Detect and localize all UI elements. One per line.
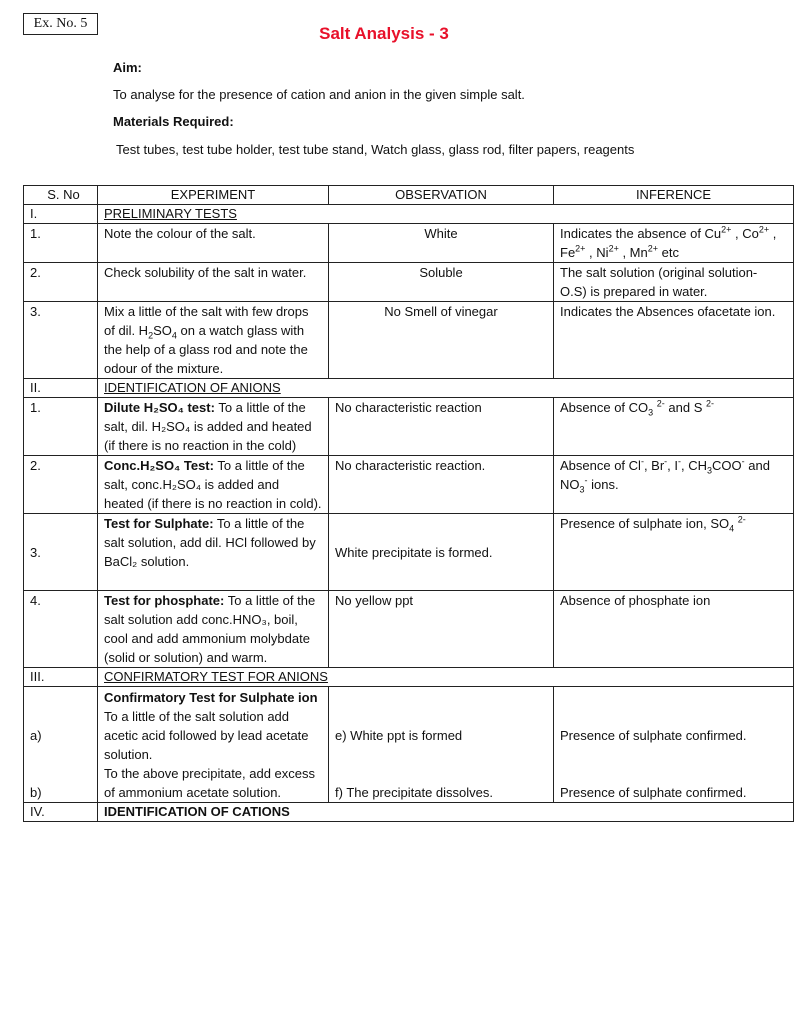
- test-procedure: To a little of the salt solution add conc.HNO₃, boil, cool and add ammonium molybdate (solid or solution) and warm.: [104, 593, 316, 665]
- inference-cell: [554, 687, 794, 803]
- table-row: [24, 302, 794, 379]
- section-number: I.: [24, 205, 98, 224]
- test-procedure: To a little of the salt, dil. H₂SO₄ is added and heated (if there is no reaction in the cold): [104, 400, 312, 453]
- section-row-cations: [24, 803, 794, 822]
- inference-cell: Indicates the Absences ofacetate ion.: [554, 302, 794, 379]
- row-number: 1.: [24, 398, 98, 456]
- inference-cell: Absence of Cl-, Br-, I-, $CH_3COO^-$ and $NO_3^-$ ions.: [554, 456, 794, 514]
- inference-cell: Indicates the absence of $Cu^{2+}$ , $Co^{2+}$ , $Fe^{2+}$ , $Ni^{2+}$ , $Mn^{2+}$ etc: [554, 224, 794, 263]
- row-number: a) b): [24, 687, 98, 803]
- inference-cell: Presence of sulphate ion, $SO_4$ $^{2-}$: [554, 514, 794, 591]
- aim-text: To analyse for the presence of cation and anion in the given simple salt.: [113, 87, 525, 102]
- experiment-cell: [98, 456, 329, 514]
- inference-cell: The salt solution (original solution- O.S) is prepared in water.: [554, 263, 794, 302]
- table-header-row: [24, 186, 794, 205]
- intro-section: [113, 60, 743, 159]
- table-row: [24, 591, 794, 668]
- row-number: 3.: [24, 302, 98, 379]
- table-row: [24, 263, 794, 302]
- section-row-preliminary: [24, 205, 794, 224]
- experiment-cell: [98, 514, 329, 591]
- table-row: [24, 456, 794, 514]
- analysis-table: [23, 185, 794, 822]
- inference-b: Presence of sulphate confirmed.: [560, 785, 747, 800]
- test-procedure: To a little of the salt solution, add dil. HCl followed by BaCl₂ solution.: [104, 516, 316, 569]
- experiment-cell: Mix a little of the salt with few drops of dil. $H_2SO_4$ on a watch glass with the help of a glass rod and note the odour of the mixture.: [98, 302, 329, 379]
- observation-cell: No characteristic reaction: [329, 398, 554, 456]
- section-number: III.: [24, 668, 98, 687]
- col-header-sno: S. No: [24, 186, 98, 205]
- experiment-cell: [98, 591, 329, 668]
- inference-cell: Absence of $CO_3$ $^{2-}$ and S $^{2-}$: [554, 398, 794, 456]
- observation-b: f) The precipitate dissolves.: [335, 785, 493, 800]
- section-title: CONFIRMATORY TEST FOR ANIONS: [98, 668, 794, 687]
- row-number: 2.: [24, 263, 98, 302]
- exercise-number: Ex. No. 5: [23, 13, 98, 35]
- materials-heading: Materials Required:: [113, 114, 234, 129]
- test-name: Dilute H₂SO₄ test:: [104, 400, 215, 415]
- observation-cell: No yellow ppt: [329, 591, 554, 668]
- experiment-cell: [98, 687, 329, 803]
- table-row: [24, 224, 794, 263]
- table-row: [24, 514, 794, 591]
- aim-heading: Aim:: [113, 60, 142, 75]
- row-number: 2.: [24, 456, 98, 514]
- observation-a: e) White ppt is formed: [335, 728, 463, 743]
- page-title: Salt Analysis - 3: [319, 24, 449, 43]
- col-header-observation: OBSERVATION: [329, 186, 554, 205]
- test-procedure: To a little of the salt, conc.H₂SO₄ is added and heated (if there is no reaction in cold).: [104, 458, 322, 511]
- row-number: 3.: [24, 514, 98, 591]
- inference-a: Presence of sulphate confirmed.: [560, 728, 747, 743]
- confirmatory-step-a: To a little of the salt solution add acetic acid followed by lead acetate solution.: [104, 709, 309, 762]
- section-number: II.: [24, 379, 98, 398]
- materials-text: Test tubes, test tube holder, test tube stand, Watch glass, glass rod, filter papers, reagents: [116, 142, 635, 157]
- section-number: IV.: [24, 803, 98, 822]
- section-row-anions: [24, 379, 794, 398]
- section-title: PRELIMINARY TESTS: [98, 205, 794, 224]
- section-title: IDENTIFICATION OF ANIONS: [98, 379, 794, 398]
- experiment-cell: Note the colour of the salt.: [98, 224, 329, 263]
- observation-cell: [329, 687, 554, 803]
- observation-cell: No Smell of vinegar: [329, 302, 554, 379]
- test-name: Conc.H₂SO₄ Test:: [104, 458, 214, 473]
- test-name: Test for phosphate:: [104, 593, 225, 608]
- table-row: [24, 687, 794, 803]
- row-number: 1.: [24, 224, 98, 263]
- observation-cell: White precipitate is formed.: [329, 514, 554, 591]
- inference-cell: Absence of phosphate ion: [554, 591, 794, 668]
- test-name: Test for Sulphate:: [104, 516, 214, 531]
- row-number: 4.: [24, 591, 98, 668]
- confirmatory-heading: Confirmatory Test for Sulphate ion: [104, 690, 318, 705]
- observation-cell: No characteristic reaction.: [329, 456, 554, 514]
- observation-cell: White: [329, 224, 554, 263]
- experiment-cell: [98, 398, 329, 456]
- col-header-inference: INFERENCE: [554, 186, 794, 205]
- table-row: [24, 398, 794, 456]
- experiment-cell: Check solubility of the salt in water.: [98, 263, 329, 302]
- observation-cell: Soluble: [329, 263, 554, 302]
- section-title: IDENTIFICATION OF CATIONS: [98, 803, 794, 822]
- section-row-confirmatory: [24, 668, 794, 687]
- col-header-experiment: EXPERIMENT: [98, 186, 329, 205]
- confirmatory-step-b: To the above precipitate, add excess of ammonium acetate solution.: [104, 766, 316, 800]
